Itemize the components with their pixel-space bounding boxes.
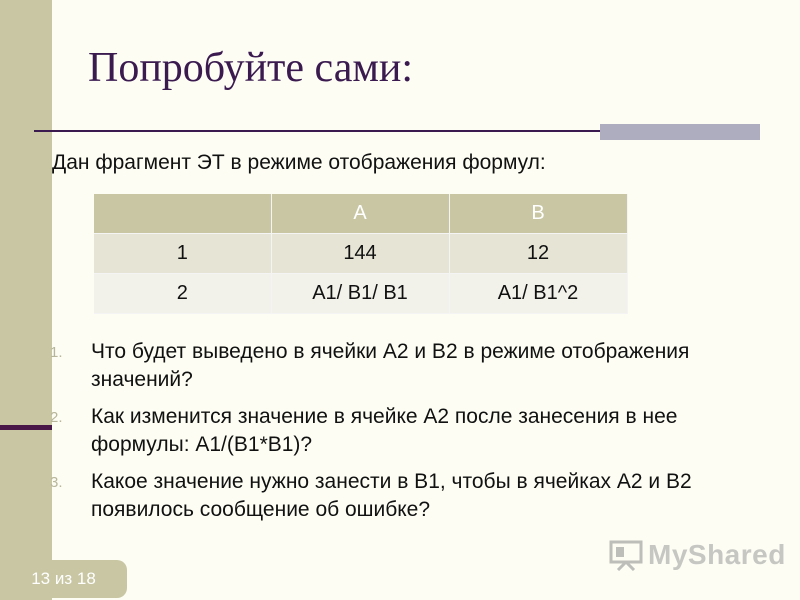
- column-header-a: A: [271, 194, 449, 234]
- divider-accent-block: [600, 124, 760, 140]
- list-item: [50, 468, 780, 524]
- row-header: 1: [94, 234, 271, 274]
- slide-title: Попробуйте сами:: [88, 45, 414, 91]
- presentation-board-icon: [608, 539, 644, 571]
- left-accent-line: [0, 425, 52, 430]
- watermark-logo: [608, 537, 786, 573]
- table-row: [94, 274, 627, 314]
- left-decorative-bar: [0, 0, 52, 600]
- cell-b1: 12: [449, 234, 627, 274]
- column-header-b: B: [449, 194, 627, 234]
- row-header: 2: [94, 274, 271, 314]
- list-item-text: Что будет выведено в ячейки А2 и В2 в режиме отображения значений?: [91, 340, 690, 391]
- list-item-number: 3.: [50, 474, 63, 491]
- header-row: [94, 194, 627, 234]
- cell-b2: A1/ B1^2: [449, 274, 627, 314]
- list-item-text: Какое значение нужно занести в В1, чтобы в ячейках А2 и В2 появилось сообщение об ошибке?: [91, 470, 692, 521]
- intro-text: Дан фрагмент ЭТ в режиме отображения формул:: [52, 151, 546, 174]
- list-item: [50, 403, 780, 459]
- list-item-number: 2.: [50, 409, 63, 426]
- list-item: [50, 338, 780, 394]
- page-indicator: 13 из 18: [0, 560, 127, 598]
- cell-a2: A1/ B1/ B1: [271, 274, 449, 314]
- corner-header: [94, 194, 271, 234]
- spreadsheet-fragment: [94, 194, 628, 314]
- watermark-text: MyShared: [648, 539, 786, 570]
- list-item-text: Как изменится значение в ячейке А2 после занесения в нее формулы: А1/(В1*В1)?: [91, 405, 678, 456]
- list-item-number: 1.: [50, 344, 63, 361]
- cell-a1: 144: [271, 234, 449, 274]
- table-row: [94, 234, 627, 274]
- question-list: [50, 338, 780, 533]
